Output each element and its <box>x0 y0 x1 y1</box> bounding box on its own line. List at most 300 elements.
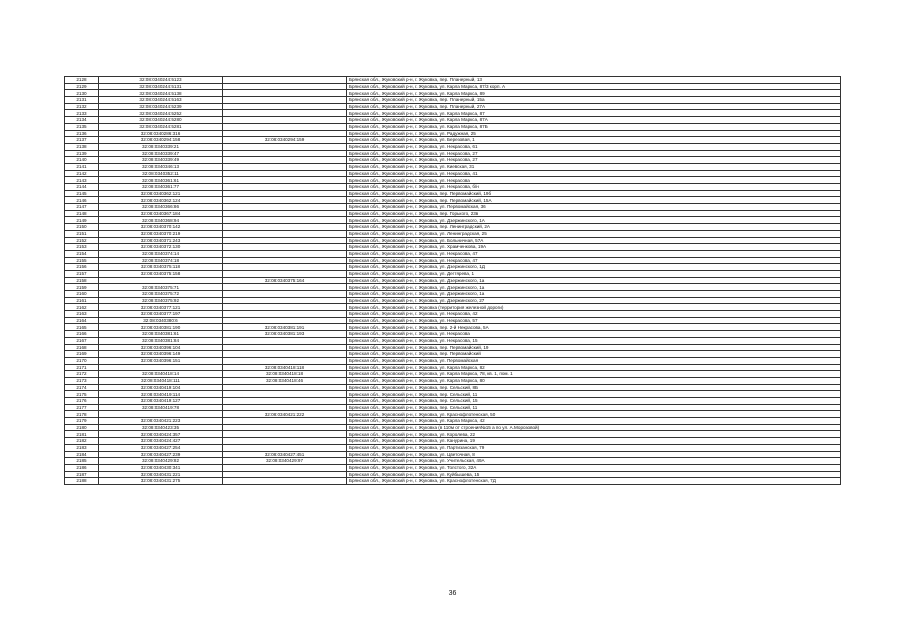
address-cell: Брянская обл., Жуковский р-н, г. Жуковка, ул. Куйбышева, 15 <box>347 471 841 478</box>
address-cell: Брянская обл., Жуковский р-н, г. Жуковка, ул. Дзержинского, 1Д <box>347 264 841 271</box>
row-number-cell: 2156 <box>65 264 99 271</box>
related-cadastral-cell: 32:08:0340418:118 <box>223 364 347 371</box>
data-table <box>64 76 841 485</box>
cadastral-number-cell: 32:08:0340374:18 <box>99 257 223 264</box>
cadastral-number-cell: 32:08:0340244:5138 <box>99 90 223 97</box>
related-cadastral-cell <box>223 163 347 170</box>
table-row <box>65 197 841 204</box>
related-cadastral-cell <box>223 464 347 471</box>
table-row <box>65 163 841 170</box>
row-number-cell: 2172 <box>65 371 99 378</box>
table-row <box>65 190 841 197</box>
address-cell: Брянская обл., Жуковский р-н, г. Жуковка, ул. Цветочная, 8 <box>347 451 841 458</box>
address-cell: Брянская обл., Жуковский р-н, г. Жуковка, пер. Первомайский, 19 <box>347 344 841 351</box>
address-cell: Брянская обл., Жуковский р-н, г. Жуковка, ул. Краснофлотенская, 7Д <box>347 478 841 485</box>
table-row <box>65 451 841 458</box>
row-number-cell: 2150 <box>65 224 99 231</box>
cadastral-number-cell: 32:08:0340367:184 <box>99 210 223 217</box>
address-cell: Брянская обл., Жуковский р-н, г. Жуковка, ул. Некрасова <box>347 331 841 338</box>
address-cell: Брянская обл., Жуковский р-н, г. Жуковка (территория железной дороги) <box>347 304 841 311</box>
row-number-cell: 2145 <box>65 190 99 197</box>
table-row <box>65 157 841 164</box>
address-cell: Брянская обл., Жуковский р-н, г. Жуковка, пер. Сельский, 11 <box>347 391 841 398</box>
row-number-cell: 2161 <box>65 297 99 304</box>
cadastral-number-cell: 32:08:0340286:316 <box>99 130 223 137</box>
address-cell: Брянская обл., Жуковский р-н, г. Жуковка, пер. Сельский, 8Б <box>347 384 841 391</box>
cadastral-number-cell: 32:08:0340427:254 <box>99 444 223 451</box>
row-number-cell: 2186 <box>65 464 99 471</box>
related-cadastral-cell <box>223 384 347 391</box>
address-cell: Брянская обл., Жуковский р-н, г. Жуковка, пер. Сельский, 15 <box>347 398 841 405</box>
address-cell: Брянская обл., Жуковский р-н, г. Жуковка, ул. Некрасова, 47 <box>347 250 841 257</box>
row-number-cell: 2170 <box>65 357 99 364</box>
address-cell: Брянская обл., Жуковский р-н, г. Жуковка, ул. Канурина, 19 <box>347 438 841 445</box>
cadastral-number-cell: 32:08:0340375:158 <box>99 270 223 277</box>
page-number: 36 <box>448 590 457 597</box>
table-row <box>65 284 841 291</box>
related-cadastral-cell <box>223 250 347 257</box>
address-cell: Брянская обл., Жуковский р-н, г. Жуковка, ул. Карла Маркса, 87А <box>347 117 841 124</box>
cadastral-number-cell: 32:08:0340244:5123 <box>99 77 223 84</box>
address-cell: Брянская обл., Жуковский р-н, г. Жуковка, ул. Дзержинского, 1А <box>347 217 841 224</box>
table-row <box>65 371 841 378</box>
row-number-cell: 2144 <box>65 184 99 191</box>
cadastral-number-cell: 32:08:0340244:5281 <box>99 123 223 130</box>
cadastral-number-cell: 32:08:0340361:77 <box>99 184 223 191</box>
related-cadastral-cell <box>223 357 347 364</box>
row-number-cell: 2142 <box>65 170 99 177</box>
related-cadastral-cell <box>223 117 347 124</box>
address-cell: Брянская обл., Жуковский р-н, г. Жуковка, ул. Королева, 22 <box>347 431 841 438</box>
address-cell: Брянская обл., Жуковский р-н, г. Жуковка (в 110м от строения№15 а по ул. А.Морозовой) <box>347 424 841 431</box>
row-number-cell: 2148 <box>65 210 99 217</box>
related-cadastral-cell <box>223 264 347 271</box>
related-cadastral-cell <box>223 237 347 244</box>
row-number-cell: 2174 <box>65 384 99 391</box>
address-cell: Брянская обл., Жуковский р-н, г. Жуковка, ул. Карла Маркса, 80 <box>347 377 841 384</box>
cadastral-number-cell: 32:08:0340431:275 <box>99 478 223 485</box>
address-cell: Брянская обл., Жуковский р-н, г. Жуковка, ул. Березовая, 1 <box>347 137 841 144</box>
cadastral-number-cell: 32:08:0340423:35 <box>99 424 223 431</box>
related-cadastral-cell <box>223 170 347 177</box>
related-cadastral-cell: 32:08:0340429:97 <box>223 458 347 465</box>
address-cell: Брянская обл., Жуковский р-н, г. Жуковка, ул. Радужная, 25 <box>347 130 841 137</box>
row-number-cell: 2167 <box>65 337 99 344</box>
related-cadastral-cell <box>223 317 347 324</box>
address-cell: Брянская обл., Жуковский р-н, г. Жуковка, ул. Первомайская, 36 <box>347 204 841 211</box>
cadastral-number-cell: 32:08:0340244:5239 <box>99 103 223 110</box>
table-row <box>65 311 841 318</box>
row-number-cell: 2147 <box>65 204 99 211</box>
cadastral-number-cell: 32:08:0340352:11 <box>99 170 223 177</box>
row-number-cell: 2135 <box>65 123 99 130</box>
related-cadastral-cell <box>223 311 347 318</box>
row-number-cell: 2183 <box>65 444 99 451</box>
row-number-cell: 2140 <box>65 157 99 164</box>
table-row <box>65 391 841 398</box>
table-row <box>65 364 841 371</box>
table-row <box>65 250 841 257</box>
cadastral-number-cell: 32:08:0340371:243 <box>99 237 223 244</box>
row-number-cell: 2136 <box>65 130 99 137</box>
row-number-cell: 2157 <box>65 270 99 277</box>
table-row <box>65 97 841 104</box>
cadastral-number-cell: 32:08:0340381:61 <box>99 331 223 338</box>
table-row <box>65 237 841 244</box>
related-cadastral-cell <box>223 130 347 137</box>
cadastral-number-cell: 32:08:0340427:239 <box>99 451 223 458</box>
table-row <box>65 130 841 137</box>
table-row <box>65 464 841 471</box>
address-cell: Брянская обл., Жуковский р-н, г. Жуковка, пер. Ленинградский, 2А <box>347 224 841 231</box>
address-cell: Брянская обл., Жуковский р-н, г. Жуковка, ул. Храмченкова, 19А <box>347 244 841 251</box>
address-cell: Брянская обл., Жуковский р-н, г. Жуковка, ул. Толстого, 32А <box>347 464 841 471</box>
table-row <box>65 398 841 405</box>
row-number-cell: 2162 <box>65 304 99 311</box>
related-cadastral-cell <box>223 351 347 358</box>
table-row <box>65 418 841 425</box>
address-cell: Брянская обл., Жуковский р-н, г. Жуковка, ул. Дзержинского, 27 <box>347 297 841 304</box>
row-number-cell: 2163 <box>65 311 99 318</box>
address-cell: Брянская обл., Жуковский р-н, г. Жуковка, ул. Краснофлотенская, 50 <box>347 411 841 418</box>
cadastral-number-cell: 32:08:0340244:5252 <box>99 110 223 117</box>
cadastral-number-cell: 32:08:0340339:49 <box>99 157 223 164</box>
table-row <box>65 297 841 304</box>
row-number-cell: 2180 <box>65 424 99 431</box>
related-cadastral-cell: 32:08:0340381:191 <box>223 324 347 331</box>
row-number-cell: 2131 <box>65 97 99 104</box>
row-number-cell: 2160 <box>65 291 99 298</box>
related-cadastral-cell <box>223 143 347 150</box>
table-row <box>65 357 841 364</box>
cadastral-number-cell: 32:08:0340375:118 <box>99 264 223 271</box>
related-cadastral-cell <box>223 270 347 277</box>
row-number-cell: 2182 <box>65 438 99 445</box>
row-number-cell: 2158 <box>65 277 99 284</box>
row-number-cell: 2149 <box>65 217 99 224</box>
table-row <box>65 117 841 124</box>
address-cell: Брянская обл., Жуковский р-н, г. Жуковка, ул. Некрасова, 42 <box>347 311 841 318</box>
cadastral-number-cell: 32:08:0340346:13 <box>99 163 223 170</box>
cadastral-number-cell: 32:08:0340431:221 <box>99 471 223 478</box>
cadastral-number-cell: 32:08:0340381:84 <box>99 337 223 344</box>
related-cadastral-cell: 32:08:0340375:164 <box>223 277 347 284</box>
address-cell: Брянская обл., Жуковский р-н, г. Жуковка, пер. Планерный, 15а <box>347 97 841 104</box>
table-row <box>65 217 841 224</box>
address-cell: Брянская обл., Жуковский р-н, г. Жуковка, ул. Киевская, 31 <box>347 163 841 170</box>
address-cell: Брянская обл., Жуковский р-н, г. Жуковка, ул. Карла Маркса, 87Б <box>347 123 841 130</box>
related-cadastral-cell <box>223 150 347 157</box>
cadastral-number-cell: 32:08:0340361:61 <box>99 177 223 184</box>
related-cadastral-cell: 32:08:0340427:451 <box>223 451 347 458</box>
row-number-cell: 2164 <box>65 317 99 324</box>
address-cell: Брянская обл., Жуковский р-н, г. Жуковка, ул. Дзержинского, 1а <box>347 284 841 291</box>
cadastral-number-cell <box>99 364 223 371</box>
related-cadastral-cell <box>223 284 347 291</box>
row-number-cell: 2146 <box>65 197 99 204</box>
row-number-cell: 2134 <box>65 117 99 124</box>
table-row <box>65 204 841 211</box>
related-cadastral-cell <box>223 438 347 445</box>
row-number-cell: 2179 <box>65 418 99 425</box>
address-cell: Брянская обл., Жуковский р-н, г. Жуковка, ул. Некрасова, 15 <box>347 337 841 344</box>
related-cadastral-cell <box>223 424 347 431</box>
table-row <box>65 478 841 485</box>
address-cell: Брянская обл., Жуковский р-н, г. Жуковка, пер. Планерный, 13 <box>347 77 841 84</box>
related-cadastral-cell <box>223 444 347 451</box>
cadastral-number-cell: 32:08:0340244:5163 <box>99 97 223 104</box>
row-number-cell: 2184 <box>65 451 99 458</box>
related-cadastral-cell <box>223 190 347 197</box>
table-row <box>65 257 841 264</box>
cadastral-number-cell: 32:08:0340339:47 <box>99 150 223 157</box>
row-number-cell: 2129 <box>65 83 99 90</box>
related-cadastral-cell <box>223 297 347 304</box>
related-cadastral-cell <box>223 83 347 90</box>
table-row <box>65 317 841 324</box>
related-cadastral-cell <box>223 478 347 485</box>
cadastral-number-cell: 32:08:0340370:219 <box>99 230 223 237</box>
row-number-cell: 2138 <box>65 143 99 150</box>
cadastral-number-cell <box>99 277 223 284</box>
cadastral-number-cell: 32:08:0340374:14 <box>99 250 223 257</box>
address-cell: Брянская обл., Жуковский р-н, г. Жуковка, ул. Больничная, 57А <box>347 237 841 244</box>
cadastral-number-cell <box>99 411 223 418</box>
related-cadastral-cell <box>223 123 347 130</box>
cadastral-number-cell: 32:08:0340362:124 <box>99 197 223 204</box>
table-row <box>65 344 841 351</box>
address-cell: Брянская обл., Жуковский р-н, г. Жуковка, ул. Дегтярева, 1 <box>347 270 841 277</box>
table-row <box>65 404 841 411</box>
row-number-cell: 2137 <box>65 137 99 144</box>
related-cadastral-cell: 32:08:0340418:18 <box>223 371 347 378</box>
cadastral-number-cell: 32:08:0340419:78 <box>99 404 223 411</box>
table-row <box>65 77 841 84</box>
row-number-cell: 2151 <box>65 230 99 237</box>
row-number-cell: 2171 <box>65 364 99 371</box>
related-cadastral-cell <box>223 291 347 298</box>
related-cadastral-cell <box>223 110 347 117</box>
related-cadastral-cell <box>223 398 347 405</box>
address-cell: Брянская обл., Жуковский р-н, г. Жуковка, пер. Первомайский, 19б <box>347 190 841 197</box>
table-row <box>65 103 841 110</box>
cadastral-number-cell: 32:08:0340368:94 <box>99 217 223 224</box>
table-row <box>65 264 841 271</box>
table-row <box>65 277 841 284</box>
address-cell: Брянская обл., Жуковский р-н, г. Жуковка, ул. Некрасова <box>347 177 841 184</box>
address-cell: Брянская обл., Жуковский р-н, г. Жуковка, ул. Карла Маркса, 87/3 корп. А <box>347 83 841 90</box>
table-row <box>65 230 841 237</box>
table-row <box>65 444 841 451</box>
cadastral-number-cell: 32:08:0340294:158 <box>99 137 223 144</box>
cadastral-number-cell: 32:08:0340429:82 <box>99 458 223 465</box>
table-row <box>65 291 841 298</box>
cadastral-number-cell: 32:08:0340339:21 <box>99 143 223 150</box>
table-row <box>65 143 841 150</box>
cadastral-number-cell: 32:08:0340381:190 <box>99 324 223 331</box>
related-cadastral-cell <box>223 177 347 184</box>
address-cell: Брянская обл., Жуковский р-н, г. Жуковка, ул. Некрасова, 41 <box>347 170 841 177</box>
related-cadastral-cell <box>223 217 347 224</box>
row-number-cell: 2130 <box>65 90 99 97</box>
table-row <box>65 150 841 157</box>
row-number-cell: 2153 <box>65 244 99 251</box>
address-cell: Брянская обл., Жуковский р-н, г. Жуковка, ул. Карла Маркса, 42 <box>347 418 841 425</box>
address-cell: Брянская обл., Жуковский р-н, г. Жуковка, пер. Сельский, 11 <box>347 404 841 411</box>
row-number-cell: 2133 <box>65 110 99 117</box>
related-cadastral-cell <box>223 431 347 438</box>
cadastral-number-cell: 32:08:0340419:114 <box>99 391 223 398</box>
related-cadastral-cell <box>223 103 347 110</box>
cadastral-number-cell: 32:08:0340396:149 <box>99 351 223 358</box>
address-cell: Брянская обл., Жуковский р-н, г. Жуковка, пер. Горького, 23в <box>347 210 841 217</box>
row-number-cell: 2188 <box>65 478 99 485</box>
row-number-cell: 2132 <box>65 103 99 110</box>
address-cell: Брянская обл., Жуковский р-н, г. Жуковка, ул. Карла Маркса, 82 <box>347 364 841 371</box>
cadastral-number-cell: 32:08:0340366:86 <box>99 204 223 211</box>
row-number-cell: 2177 <box>65 404 99 411</box>
cadastral-number-cell: 32:08:0340418:111 <box>99 377 223 384</box>
address-cell: Брянская обл., Жуковский р-н, г. Жуковка, ул. Некрасова, 61 <box>347 143 841 150</box>
cadastral-number-cell: 32:08:0340424:357 <box>99 431 223 438</box>
table-row <box>65 377 841 384</box>
related-cadastral-cell <box>223 230 347 237</box>
cadastral-number-cell: 32:08:0340380:6 <box>99 317 223 324</box>
table-row <box>65 110 841 117</box>
cadastral-number-cell: 32:08:0340375:72 <box>99 291 223 298</box>
related-cadastral-cell <box>223 418 347 425</box>
related-cadastral-cell <box>223 224 347 231</box>
related-cadastral-cell: 32:08:0340418:46 <box>223 377 347 384</box>
address-cell: Брянская обл., Жуковский р-н, г. Жуковка, ул. Некрасова, б/н <box>347 184 841 191</box>
related-cadastral-cell <box>223 391 347 398</box>
table-row <box>65 384 841 391</box>
row-number-cell: 2187 <box>65 471 99 478</box>
row-number-cell: 2178 <box>65 411 99 418</box>
table-row <box>65 83 841 90</box>
table-row <box>65 137 841 144</box>
address-cell: Брянская обл., Жуковский р-н, г. Жуковка, пер. Первомайский <box>347 351 841 358</box>
cadastral-number-cell: 32:08:0340419:127 <box>99 398 223 405</box>
address-cell: Брянская обл., Жуковский р-н, г. Жуковка, ул. Карла Маркса, 89 <box>347 90 841 97</box>
table-row <box>65 471 841 478</box>
related-cadastral-cell <box>223 337 347 344</box>
table-row <box>65 411 841 418</box>
table-row <box>65 170 841 177</box>
row-number-cell: 2141 <box>65 163 99 170</box>
address-cell: Брянская обл., Жуковский р-н, г. Жуковка, пер. 2-й Некрасова, 5А <box>347 324 841 331</box>
address-cell: Брянская обл., Жуковский р-н, г. Жуковка, ул. Первомайская <box>347 357 841 364</box>
table-row <box>65 210 841 217</box>
row-number-cell: 2175 <box>65 391 99 398</box>
cadastral-number-cell: 32:08:0340244:5131 <box>99 83 223 90</box>
cadastral-number-cell: 32:08:0340430:341 <box>99 464 223 471</box>
row-number-cell: 2139 <box>65 150 99 157</box>
table-row <box>65 424 841 431</box>
row-number-cell: 2166 <box>65 331 99 338</box>
address-cell: Брянская обл., Жуковский р-н, г. Жуковка, ул. Партизанская, 79 <box>347 444 841 451</box>
cadastral-number-cell: 32:08:0340418:14 <box>99 371 223 378</box>
table-row <box>65 324 841 331</box>
address-cell: Брянская обл., Жуковский р-н, г. Жуковка, ул. Карла Маркса, 78, кв. 1, пом. 1 <box>347 371 841 378</box>
related-cadastral-cell: 32:08:0340381:193 <box>223 331 347 338</box>
table-row <box>65 184 841 191</box>
related-cadastral-cell <box>223 97 347 104</box>
address-cell: Брянская обл., Жуковский р-н, г. Жуковка, ул. Некрасова, 27 <box>347 157 841 164</box>
table-row <box>65 351 841 358</box>
table-row <box>65 90 841 97</box>
cadastral-number-cell: 32:08:0340372:130 <box>99 244 223 251</box>
cadastral-number-cell: 32:08:0340377:197 <box>99 311 223 318</box>
row-number-cell: 2154 <box>65 250 99 257</box>
table-row <box>65 224 841 231</box>
related-cadastral-cell <box>223 210 347 217</box>
related-cadastral-cell <box>223 404 347 411</box>
table-row <box>65 337 841 344</box>
table-row <box>65 438 841 445</box>
related-cadastral-cell <box>223 197 347 204</box>
cadastral-number-cell: 32:08:0340375:92 <box>99 297 223 304</box>
cadastral-number-cell: 32:08:0340419:104 <box>99 384 223 391</box>
table-row <box>65 458 841 465</box>
table-row <box>65 331 841 338</box>
row-number-cell: 2152 <box>65 237 99 244</box>
address-cell: Брянская обл., Жуковский р-н, г. Жуковка, ул. Дзержинского, 1а <box>347 291 841 298</box>
related-cadastral-cell <box>223 257 347 264</box>
address-cell: Брянская обл., Жуковский р-н, г. Жуковка, ул. Карла Маркса, 87 <box>347 110 841 117</box>
row-number-cell: 2168 <box>65 344 99 351</box>
related-cadastral-cell: 32:08:0340294:159 <box>223 137 347 144</box>
row-number-cell: 2128 <box>65 77 99 84</box>
table-row <box>65 304 841 311</box>
related-cadastral-cell <box>223 184 347 191</box>
table-row <box>65 177 841 184</box>
table-row <box>65 270 841 277</box>
related-cadastral-cell <box>223 157 347 164</box>
row-number-cell: 2173 <box>65 377 99 384</box>
cadastral-number-cell: 32:08:0340396:104 <box>99 344 223 351</box>
table-row <box>65 123 841 130</box>
address-cell: Брянская обл., Жуковский р-н, г. Жуковка, ул. Дзержинского, 1а <box>347 277 841 284</box>
related-cadastral-cell <box>223 204 347 211</box>
row-number-cell: 2143 <box>65 177 99 184</box>
cadastral-number-cell: 32:08:0340421:223 <box>99 418 223 425</box>
address-cell: Брянская обл., Жуковский р-н, г. Жуковка, пер. Первомайский, 15А <box>347 197 841 204</box>
row-number-cell: 2185 <box>65 458 99 465</box>
address-cell: Брянская обл., Жуковский р-н, г. Жуковка, ул. Некрасова, 57 <box>347 317 841 324</box>
cadastral-number-cell: 32:08:0340244:5280 <box>99 117 223 124</box>
cadastral-number-cell: 32:08:0340377:121 <box>99 304 223 311</box>
address-cell: Брянская обл., Жуковский р-н, г. Жуковка, ул. Некрасова, 47 <box>347 257 841 264</box>
row-number-cell: 2159 <box>65 284 99 291</box>
table-body <box>65 77 841 485</box>
cadastral-number-cell: 32:08:0340362:121 <box>99 190 223 197</box>
address-cell: Брянская обл., Жуковский р-н, г. Жуковка, ул. Некрасова, 27 <box>347 150 841 157</box>
row-number-cell: 2165 <box>65 324 99 331</box>
cadastral-number-cell: 32:08:0340375:71 <box>99 284 223 291</box>
related-cadastral-cell <box>223 304 347 311</box>
address-cell: Брянская обл., Жуковский р-н, г. Жуковка, ул. Ленинградская, 25 <box>347 230 841 237</box>
table-row <box>65 244 841 251</box>
address-cell: Брянская обл., Жуковский р-н, г. Жуковка, ул. Учительская, 49А <box>347 458 841 465</box>
related-cadastral-cell <box>223 244 347 251</box>
cadastral-number-cell: 32:08:0340396:151 <box>99 357 223 364</box>
related-cadastral-cell: 32:08:0340421:222 <box>223 411 347 418</box>
related-cadastral-cell <box>223 77 347 84</box>
related-cadastral-cell <box>223 471 347 478</box>
row-number-cell: 2181 <box>65 431 99 438</box>
row-number-cell: 2155 <box>65 257 99 264</box>
